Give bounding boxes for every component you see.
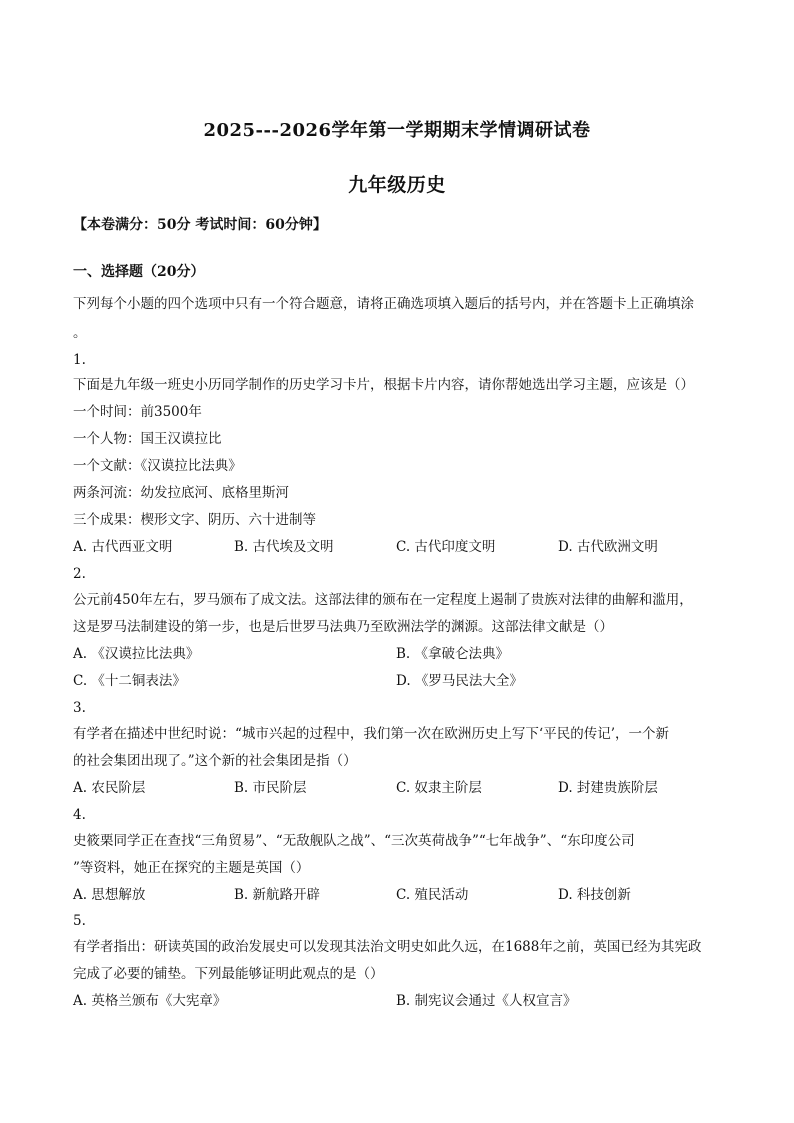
question-stem: 完成了必要的铺垫。下列最能够证明此观点的是（） bbox=[73, 966, 384, 982]
question-stem: ”等资料，她正在探究的主题是英国（） bbox=[73, 860, 310, 876]
question-stem: 一个文献：《汉谟拉比法典》 bbox=[73, 458, 242, 474]
section-instructions-cont: 。 bbox=[73, 325, 87, 341]
option-b: B. 《拿破仑法典》 bbox=[396, 646, 510, 662]
question-number: 5. bbox=[73, 913, 86, 929]
option-a: A. 农民阶层 bbox=[73, 780, 146, 796]
question-stem: 公元前450年左右，罗马颁布了成文法。这部法律的颁布在一定程度上遏制了贵族对法律的曲解和滥用， bbox=[73, 592, 693, 608]
exam-meta: 【本卷满分：50分 考试时间：60分钟】 bbox=[73, 217, 327, 233]
question-stem: 有学者在描述中世纪时说：“城市兴起的过程中，我们第一次在欧洲历史上写下‘平民的传记’，一个新 bbox=[73, 726, 669, 742]
question-stem: 下面是九年级一班史小历同学制作的历史学习卡片，根据卡片内容，请你帮她选出学习主题，应该是（） bbox=[73, 377, 694, 393]
question-number: 4. bbox=[73, 807, 86, 823]
option-c: C. 古代印度文明 bbox=[396, 539, 496, 555]
option-c: C. 殖民活动 bbox=[396, 887, 469, 903]
option-b: B. 制宪议会通过《人权宣言》 bbox=[396, 993, 577, 1009]
option-a: A. 《汉谟拉比法典》 bbox=[73, 646, 200, 662]
question-number: 1. bbox=[73, 352, 86, 368]
exam-subject: 九年级历史 bbox=[348, 174, 446, 196]
question-stem: 三个成果：楔形文字、阴历、六十进制等 bbox=[73, 512, 316, 528]
exam-title: 2025---2026学年第一学期期末学情调研试卷 bbox=[203, 120, 591, 141]
option-a: A. 英格兰颁布《大宪章》 bbox=[73, 993, 227, 1009]
question-stem: 两条河流：幼发拉底河、底格里斯河 bbox=[73, 485, 289, 501]
option-b: B. 古代埃及文明 bbox=[234, 539, 334, 555]
option-b: B. 市民阶层 bbox=[234, 780, 307, 796]
question-number: 2. bbox=[73, 566, 86, 582]
question-stem: 的社会集团出现了。”这个新的社会集团是指（） bbox=[73, 753, 357, 769]
question-stem: 有学者指出：研读英国的政治发展史可以发现其法治文明史如此久远，在1688年之前，英国已经为其宪政 bbox=[73, 939, 702, 955]
question-stem: 一个时间：前3500年 bbox=[73, 404, 202, 420]
option-c: C. 《十二铜表法》 bbox=[73, 673, 186, 689]
option-c: C. 奴隶主阶层 bbox=[396, 780, 482, 796]
option-a: A. 古代西亚文明 bbox=[73, 539, 173, 555]
question-stem: 这是罗马法制建设的第一步，也是后世罗马法典乃至欧洲法学的渊源。这部法律文献是（） bbox=[73, 619, 613, 635]
question-number: 3. bbox=[73, 700, 86, 716]
question-stem: 史筱栗同学正在查找“三角贸易”、“无敌舰队之战”、“三次英荷战争”“七年战争”、“东印度公司 bbox=[73, 833, 635, 849]
option-d: D. 古代欧洲文明 bbox=[558, 539, 658, 555]
section-heading: 一、选择题（20分） bbox=[73, 264, 205, 280]
section-instructions: 下列每个小题的四个选项中只有一个符合题意，请将正确选项填入题后的括号内，并在答题卡上正确填涂 bbox=[73, 296, 694, 312]
option-b: B. 新航路开辟 bbox=[234, 887, 321, 903]
option-a: A. 思想解放 bbox=[73, 887, 146, 903]
question-stem: 一个人物：国王汉谟拉比 bbox=[73, 431, 222, 447]
option-d: D. 《罗马民法大全》 bbox=[396, 673, 523, 689]
option-d: D. 科技创新 bbox=[558, 887, 631, 903]
option-d: D. 封建贵族阶层 bbox=[558, 780, 658, 796]
